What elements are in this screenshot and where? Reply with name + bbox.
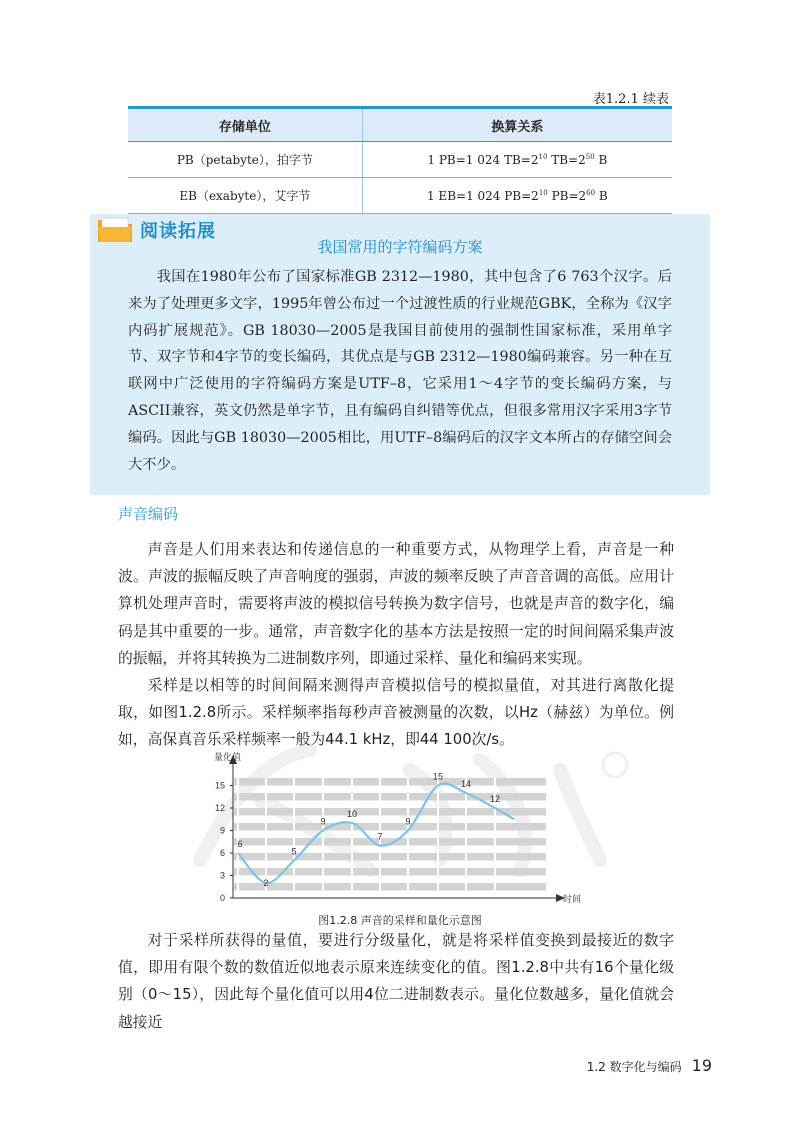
table-row bbox=[128, 142, 672, 178]
y-tick-label: 0 bbox=[219, 893, 225, 903]
body-paragraph: 对于采样所获得的量值，要进行分级量化，就是将采样值变换到最接近的数字值，即用有限个数的数值近似地表示原来连续变化的值。图1.2.8中共有16个量化级别（0～15），因此每个量化值可以用4位二进制数表示。量化位数越多，量化值就会越接近 bbox=[118, 932, 674, 1031]
grid-stripe bbox=[234, 778, 546, 786]
storage-unit-table bbox=[128, 106, 672, 214]
y-tick-labels bbox=[215, 781, 233, 904]
sample-label: 15 bbox=[432, 771, 444, 782]
table-header-row bbox=[128, 108, 672, 142]
body-paragraph: 采样是以相等的时间间隔来测得声音模拟信号的模拟量值，对其进行离散化提取，如图1.2.8所示。采样频率指每秒声音被测量的次数，以Hz（赫兹）为单位。例如，高保真音乐采样频率一般为44.1 kHz，即44 100次/s。 bbox=[118, 677, 674, 749]
table-caption: 表1.2.1 续表 bbox=[592, 92, 669, 107]
grid-stripe bbox=[234, 883, 546, 891]
y-tick-label: 15 bbox=[214, 780, 225, 791]
grid-stripe bbox=[234, 853, 546, 861]
sample-label: 14 bbox=[460, 779, 472, 789]
reading-body: 我国在1980年公布了国家标准GB 2312—1980，其中包含了6 763个汉字。后来为了处理更多文字，1995年曾公布过一个过渡性质的行业规范GBK，全称为《汉字内码扩展规范》。GB 18030—2005是我国目前使用的强制性国家标准，采用单字节、双字节和4字节的变长编码，其优点是与GB 2312—1980编码兼容。另一种在互联网中广泛使用的字符编码方案是UTF–8，它采用1～4字节的变长编码方案，与ASCII兼容，英文仍然是单字节，且有编码自纠错等优点，但很多常用汉字采用3字节编码。因此与GB 18030—2005相比，用UTF–8编码后的汉字文本所占的存储空间会大不少。 bbox=[128, 269, 672, 473]
sample-label: 10 bbox=[346, 809, 358, 819]
x-axis-label: 时间 bbox=[563, 894, 582, 904]
sample-label: 6 bbox=[237, 839, 243, 849]
y-tick-label: 3 bbox=[219, 870, 225, 881]
sample-label: 12 bbox=[489, 794, 501, 804]
sample-label: 5 bbox=[291, 846, 297, 857]
sample-label: 2 bbox=[263, 878, 269, 888]
table-cell-conversion: 1 PB=1 024 $TB=2^{10}$ $TB=2^{50}$ B bbox=[362, 142, 672, 178]
reading-title: 阅读拓展 bbox=[140, 221, 216, 242]
table-cell-unit: PB（petabyte），拍字节 bbox=[128, 142, 362, 178]
table-cell-conversion: 1 EB=1 024 $PB=2^{10}$ $PB=2^{60}$ B bbox=[362, 178, 672, 214]
figure-caption: 图1.2.8 声音的采样和量化示意图 bbox=[318, 914, 482, 927]
y-tick-label: 12 bbox=[214, 803, 225, 813]
page-footer bbox=[587, 1056, 712, 1075]
body-paragraph: 声音是人们用来表达和传递信息的一种重要方式，从物理学上看，声音是一种波。声波的振幅反映了声音响度的强弱，声波的频率反映了声音音调的高低。应用计算机处理声音时，需要将声波的模拟信号转换为数字信号，也就是声音的数字化，编码是其中重要的一步。通常，声音数字化的基本方法是按照一定的时间间隔采集声波的振幅，并将其转换为二进制数序列，即通过采样、量化和编码来实现。 bbox=[118, 541, 674, 667]
page-number: 19 bbox=[691, 1056, 712, 1075]
section-title: 声音编码 bbox=[118, 505, 179, 523]
footer-section: 1.2 数字化与编码 bbox=[586, 1060, 682, 1074]
y-axis-label: 量化值 bbox=[214, 752, 242, 762]
table-header-unit: 存储单位 bbox=[128, 108, 362, 142]
table-cell-unit: EB（exabyte），艾字节 bbox=[128, 178, 362, 214]
sample-label: 7 bbox=[377, 831, 383, 842]
grid-stripe bbox=[234, 823, 546, 831]
sample-label: 9 bbox=[405, 816, 411, 827]
table-header-conversion: 换算关系 bbox=[362, 108, 672, 142]
sample-label: 9 bbox=[320, 816, 326, 827]
reading-subtitle: 我国常用的字符编码方案 bbox=[317, 238, 483, 256]
table-row bbox=[128, 178, 672, 214]
y-tick-label: 9 bbox=[219, 825, 225, 836]
sampling-quantization-chart bbox=[200, 752, 600, 910]
y-tick-label: 6 bbox=[219, 848, 225, 858]
